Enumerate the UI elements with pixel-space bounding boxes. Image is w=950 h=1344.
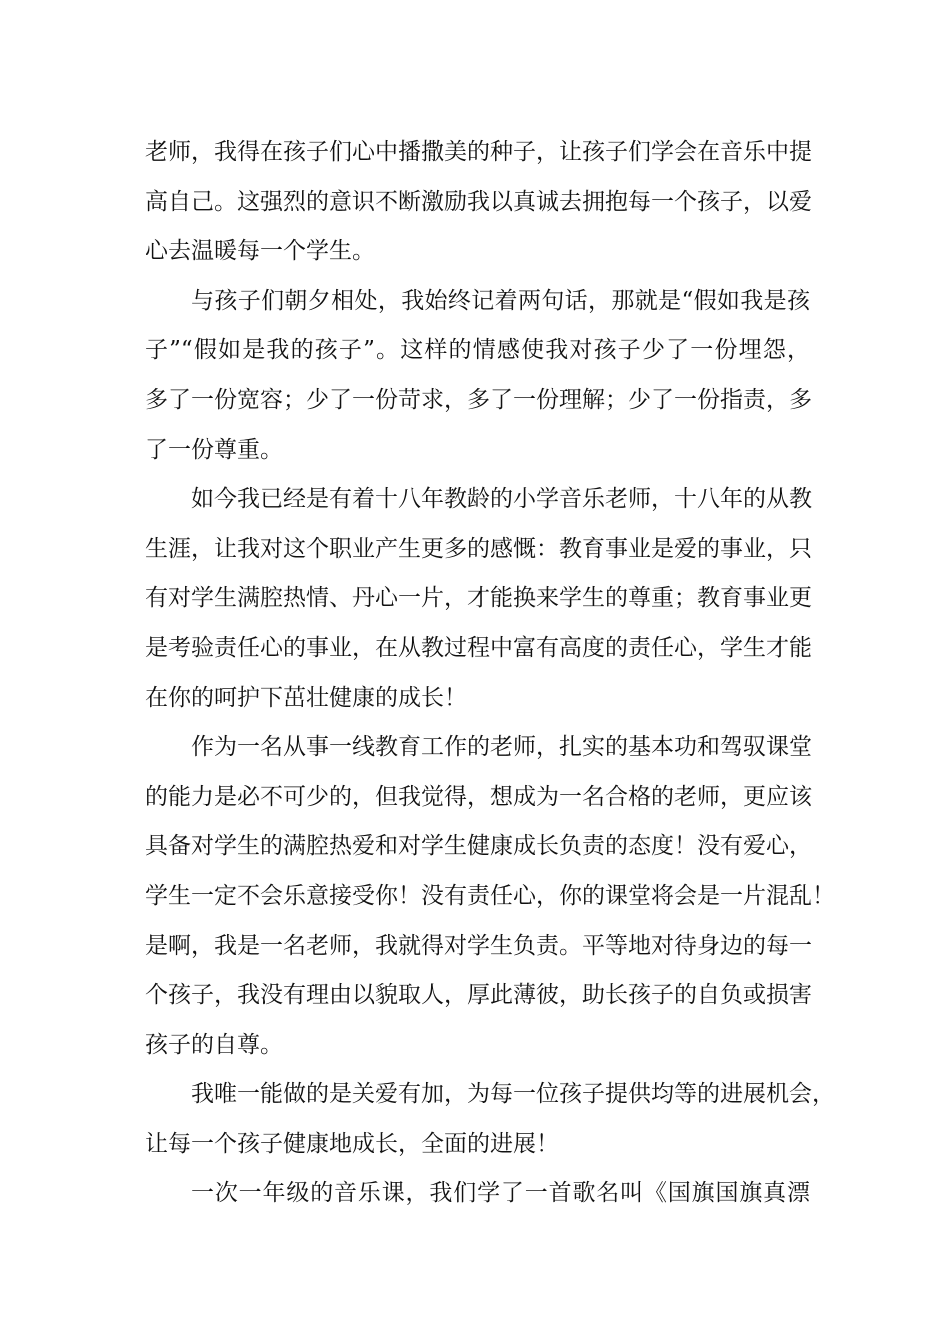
text-line: 学生一定不会乐意接受你！没有责任心，你的课堂将会是一片混乱！ <box>145 882 835 909</box>
text-line: 个孩子，我没有理由以貌取人，厚此薄彼，助长孩子的自负或损害 <box>145 982 812 1009</box>
text-line: 老师，我得在孩子们心中播撒美的种子，让孩子们学会在音乐中提 <box>145 139 812 165</box>
text-line: 生涯，让我对这个职业产生更多的感慨：教育事业是爱的事业，只 <box>145 535 812 562</box>
text-line: 有对学生满腔热情、丹心一片，才能换来学生的尊重；教育事业更 <box>145 585 812 612</box>
text-line: 与孩子们朝夕相处，我始终记着两句话，那就是“假如我是孩 <box>191 287 810 314</box>
text-line: 了一份尊重。 <box>145 436 283 463</box>
text-line: 心去温暖每一个学生。 <box>145 238 375 265</box>
text-line: 子”“假如是我的孩子”。这样的情感使我对孩子少了一份埋怨， <box>145 337 810 364</box>
text-line: 我唯一能做的是关爱有加，为每一位孩子提供均等的进展机会， <box>191 1081 835 1108</box>
text-line: 的能力是必不可少的，但我觉得，想成为一名合格的老师，更应该 <box>145 783 812 810</box>
text-line: 让每一个孩子健康地成长，全面的进展！ <box>145 1130 559 1157</box>
text-line: 作为一名从事一线教育工作的老师，扎实的基本功和驾驭课堂 <box>191 734 812 761</box>
text-line: 是啊，我是一名老师，我就得对学生负责。平等地对待身边的每一 <box>145 932 812 959</box>
text-line: 是考验责任心的事业，在从教过程中富有高度的责任心，学生才能 <box>145 634 812 661</box>
text-line: 孩子的自尊。 <box>145 1031 283 1058</box>
text-line: 多了一份宽容；少了一份苛求，多了一份理解；少了一份指责，多 <box>145 386 812 413</box>
text-line: 具备对学生的满腔热爱和对学生健康成长负责的态度！没有爱心， <box>145 833 812 860</box>
text-line: 一次一年级的音乐课，我们学了一首歌名叫《国旗国旗真漂 <box>191 1180 810 1207</box>
text-line: 如今我已经是有着十八年教龄的小学音乐老师，十八年的从教 <box>191 486 812 513</box>
text-line: 在你的呵护下茁壮健康的成长！ <box>145 684 467 711</box>
document-body <box>145 128 835 1219</box>
text-line: 高自己。这强烈的意识不断激励我以真诚去拥抱每一个孩子，以爱 <box>145 188 812 215</box>
